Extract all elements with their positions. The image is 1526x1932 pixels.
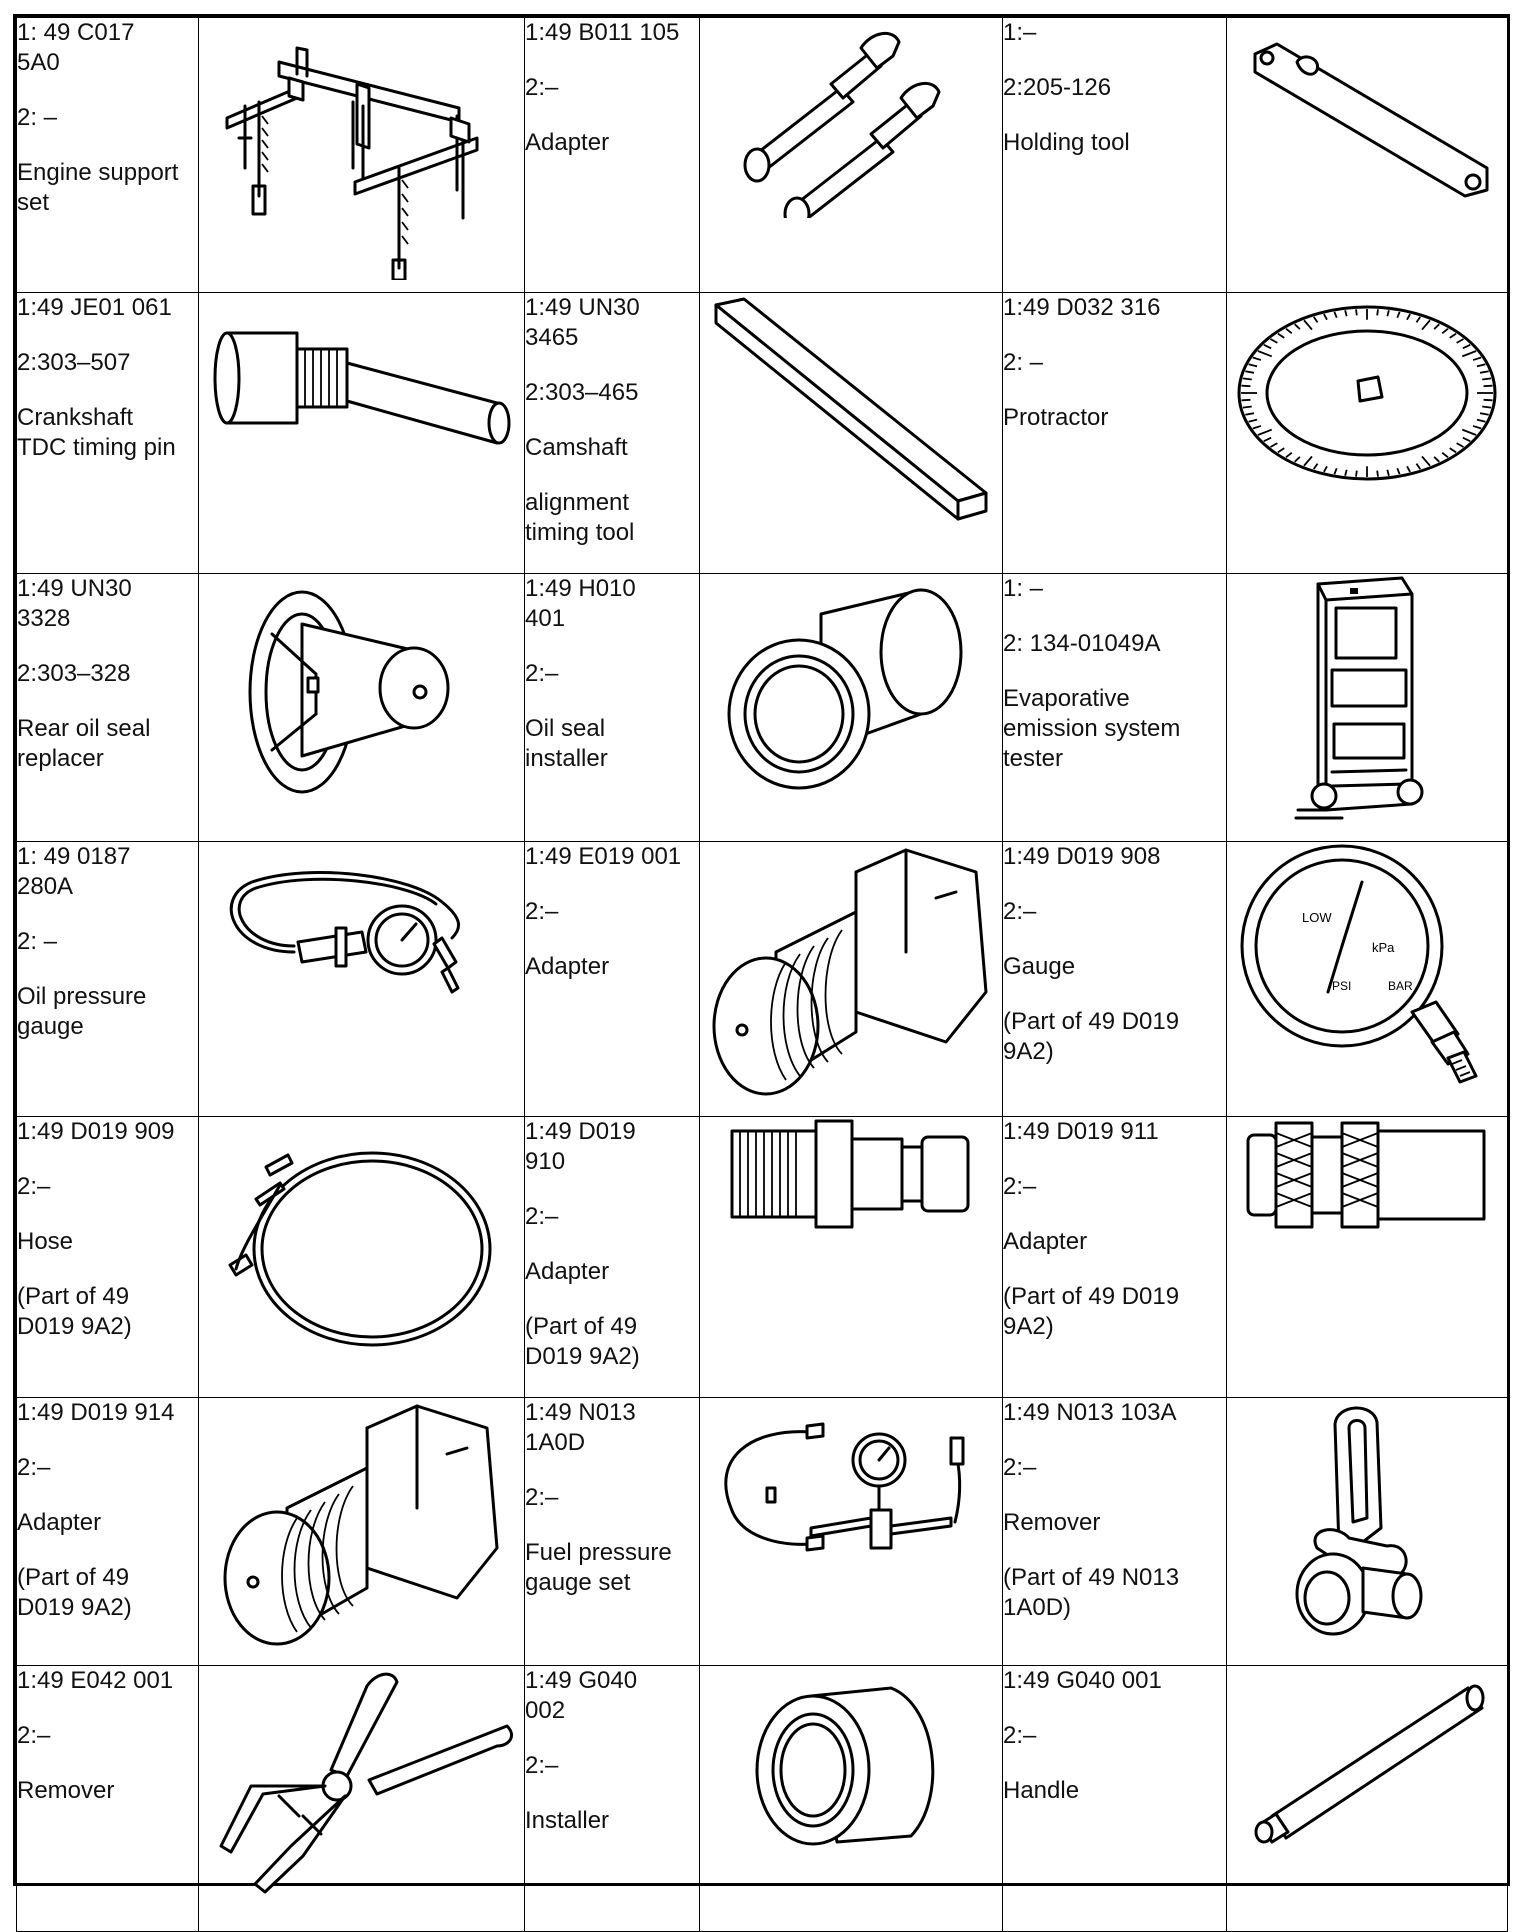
tool-note: (Part of 49 D019 9A2) (17, 1283, 132, 1340)
tool-info-cell (525, 1398, 700, 1666)
tool-name: Remover (1003, 1509, 1101, 1536)
tool-name: Crankshaft TDC timing pin (17, 404, 176, 461)
gauge-scale-a: PSI (1332, 979, 1352, 993)
alt-number: 2:– (525, 1203, 559, 1230)
tool-image-cell (1227, 1398, 1508, 1666)
holding-tool-illustration (1237, 18, 1497, 218)
installer-ring-illustration (741, 1666, 961, 1866)
tool-name: Adapter (525, 953, 610, 980)
tool-note: alignment timing tool (525, 489, 635, 546)
tool-image-cell (700, 842, 1003, 1117)
gauge-unit-label: kPa (1372, 940, 1395, 955)
part-number: 1:49 UN30 3465 (525, 294, 640, 351)
alt-number: 2:– (525, 1484, 559, 1511)
tool-name: Handle (1003, 1777, 1080, 1804)
alt-number: 2:– (525, 898, 559, 925)
gauge-low-label: LOW (1302, 910, 1332, 925)
pliers-remover-illustration (207, 1666, 517, 1906)
tool-image-cell (700, 1117, 1003, 1398)
tool-name: Adapter (525, 129, 610, 156)
tool-name: Adapter (1003, 1228, 1088, 1255)
tool-info-cell (1003, 574, 1227, 842)
tool-name: Oil seal installer (525, 715, 608, 772)
tool-image-cell (1227, 293, 1508, 574)
tool-name: Holding tool (1003, 129, 1130, 156)
tool-info-cell (525, 1117, 700, 1398)
part-number: 1:49 JE01 061 (17, 294, 172, 321)
alt-number: 2:303–507 (17, 349, 131, 376)
part-number: 1:49 G040 002 (525, 1667, 638, 1724)
tool-name: Adapter (525, 1258, 610, 1285)
tool-image-cell (199, 18, 525, 293)
evap-system-tester-illustration (1292, 574, 1442, 824)
table-row (17, 574, 1508, 842)
table-row (17, 293, 1508, 574)
tool-image-cell (199, 1117, 525, 1398)
alt-number: 2:– (525, 1752, 559, 1779)
special-tools-sheet (13, 14, 1510, 1886)
coupler-adapter-illustration (1242, 1117, 1492, 1237)
tool-image-cell (1227, 574, 1508, 842)
table-row (17, 1398, 1508, 1666)
part-number: 1:49 D019 914 (17, 1399, 175, 1426)
alt-number: 2: 134-01049A (1003, 630, 1161, 657)
table-row (17, 1117, 1508, 1398)
tool-info-cell (1003, 842, 1227, 1117)
part-number: 1:49 D019 910 (525, 1118, 636, 1175)
tool-info-cell (17, 1398, 199, 1666)
tool-image-cell (1227, 1117, 1508, 1398)
tool-name: Remover (17, 1777, 115, 1804)
tool-image-cell (199, 1666, 525, 1932)
adapter-d019-914-illustration (217, 1398, 507, 1648)
tool-name: Camshaft (525, 434, 628, 461)
crankshaft-tdc-pin-illustration (207, 293, 517, 493)
tool-info-cell (525, 842, 700, 1117)
protractor-tick (1377, 471, 1378, 477)
tool-image-cell (700, 1666, 1003, 1932)
tool-info-cell (17, 842, 199, 1117)
tool-image-cell (199, 842, 525, 1117)
alt-number: 2:– (17, 1454, 51, 1481)
tool-info-cell (525, 1666, 700, 1932)
part-number: 1:49 E042 001 (17, 1667, 174, 1694)
fuel-pressure-gauge-set-illustration (711, 1398, 991, 1578)
protractor-tick (1243, 407, 1252, 408)
special-tools-table (16, 17, 1508, 1932)
rear-oil-seal-replacer-illustration (242, 574, 482, 804)
quick-connector-adapter-illustration (726, 1117, 976, 1237)
table-row (17, 18, 1508, 293)
tool-name: Adapter (17, 1509, 102, 1536)
alt-number: 2:303–328 (17, 660, 131, 687)
tool-info-cell (1003, 1398, 1227, 1666)
table-row (17, 842, 1508, 1117)
tool-name: Gauge (1003, 953, 1076, 980)
part-number: 1:49 N013 1A0D (525, 1399, 636, 1456)
protractor-tick (1356, 309, 1357, 315)
tool-info-cell (17, 574, 199, 842)
tool-name: Protractor (1003, 404, 1109, 431)
table-row (17, 1666, 1508, 1932)
tool-name: Rear oil seal replacer (17, 715, 151, 772)
part-number: 1:49 G040 001 (1003, 1667, 1162, 1694)
handle-illustration (1232, 1666, 1502, 1856)
tool-name: Oil pressure gauge (17, 983, 147, 1040)
alt-number: 2:– (525, 660, 559, 687)
tool-image-cell (1227, 842, 1508, 1117)
oil-pressure-gauge-illustration (212, 842, 512, 1022)
protractor-tick (1241, 386, 1250, 387)
part-number: 1:49 UN30 3328 (17, 575, 132, 632)
alt-number: 2:205-126 (1003, 74, 1112, 101)
hose-illustration (222, 1117, 502, 1367)
tool-note: (Part of 49 N013 1A0D) (1003, 1564, 1180, 1621)
tool-info-cell (17, 293, 199, 574)
alt-number: 2: – (1003, 349, 1044, 376)
part-number: 1:49 D019 908 (1003, 843, 1161, 870)
protractor-tick (1241, 400, 1250, 401)
tool-image-cell (199, 574, 525, 842)
pressure-gauge-illustration (1232, 842, 1502, 1102)
tool-image-cell (700, 1398, 1003, 1666)
part-number: 1:49 N013 103A (1003, 1399, 1177, 1426)
tool-info-cell (1003, 1117, 1227, 1398)
tool-name: Installer (525, 1807, 610, 1834)
protractor-tick (1377, 309, 1378, 315)
alt-number: 2: – (17, 928, 58, 955)
tool-info-cell (525, 574, 700, 842)
tool-info-cell (17, 18, 199, 293)
tool-image-cell (199, 1398, 525, 1666)
adapter-pins-illustration (731, 18, 971, 218)
part-number: 1:– (1003, 19, 1037, 46)
tool-info-cell (525, 293, 700, 574)
part-number: 1:49 H010 401 (525, 575, 636, 632)
protractor-illustration (1232, 293, 1502, 493)
alt-number: 2:– (17, 1173, 51, 1200)
alt-number: 2:– (17, 1722, 51, 1749)
tool-info-cell (17, 1666, 199, 1932)
protractor-tick (1482, 378, 1491, 379)
protractor-tick (1484, 400, 1493, 401)
tool-image-cell (199, 293, 525, 574)
part-number: 1: 49 0187 280A (17, 843, 131, 900)
tool-note: (Part of 49 D019 9A2) (525, 1313, 640, 1370)
protractor-tick (1482, 407, 1491, 408)
tool-image-cell (1227, 1666, 1508, 1932)
part-number: 1:49 D019 911 (1003, 1118, 1159, 1145)
tool-name: Fuel pressure gauge set (525, 1539, 672, 1596)
tool-note: (Part of 49 D019 9A2) (1003, 1283, 1180, 1340)
alt-number: 2:– (1003, 898, 1037, 925)
part-number: 1:49 B011 105 (525, 19, 680, 46)
gauge-scale-b: BAR (1388, 979, 1413, 993)
alt-number: 2:– (1003, 1722, 1037, 1749)
tool-image-cell (700, 574, 1003, 842)
camshaft-alignment-tool-illustration (706, 293, 996, 543)
tool-name: Evaporative emission system tester (1003, 685, 1181, 772)
tool-name: Engine support set (17, 159, 179, 216)
protractor-tick (1484, 386, 1493, 387)
alt-number: 2:– (1003, 1454, 1037, 1481)
tool-note: (Part of 49 D019 9A2) (1003, 1008, 1180, 1065)
part-number: 1:49 D032 316 (1003, 294, 1161, 321)
part-number: 1:49 D019 909 (17, 1118, 175, 1145)
part-number: 1: – (1003, 575, 1044, 602)
remover-n013-illustration (1277, 1398, 1457, 1648)
part-number: 1: 49 C017 5A0 (17, 19, 135, 76)
part-number: 1:49 E019 001 (525, 843, 682, 870)
tool-image-cell (1227, 18, 1508, 293)
protractor-tick (1243, 378, 1252, 379)
adapter-e019-illustration (706, 842, 996, 1102)
tool-image-cell (700, 18, 1003, 293)
engine-support-set-illustration (207, 18, 517, 280)
tool-info-cell (17, 1117, 199, 1398)
alt-number: 2: – (17, 104, 58, 131)
tool-name: Hose (17, 1228, 74, 1255)
tool-info-cell (1003, 1666, 1227, 1932)
protractor-tick (1356, 471, 1357, 477)
tool-info-cell (1003, 18, 1227, 293)
tool-info-cell (1003, 293, 1227, 574)
alt-number: 2:– (525, 74, 559, 101)
tool-info-cell (525, 18, 700, 293)
oil-seal-installer-illustration (721, 574, 981, 794)
alt-number: 2:303–465 (525, 379, 639, 406)
tool-image-cell (700, 293, 1003, 574)
alt-number: 2:– (1003, 1173, 1037, 1200)
tool-note: (Part of 49 D019 9A2) (17, 1564, 132, 1621)
